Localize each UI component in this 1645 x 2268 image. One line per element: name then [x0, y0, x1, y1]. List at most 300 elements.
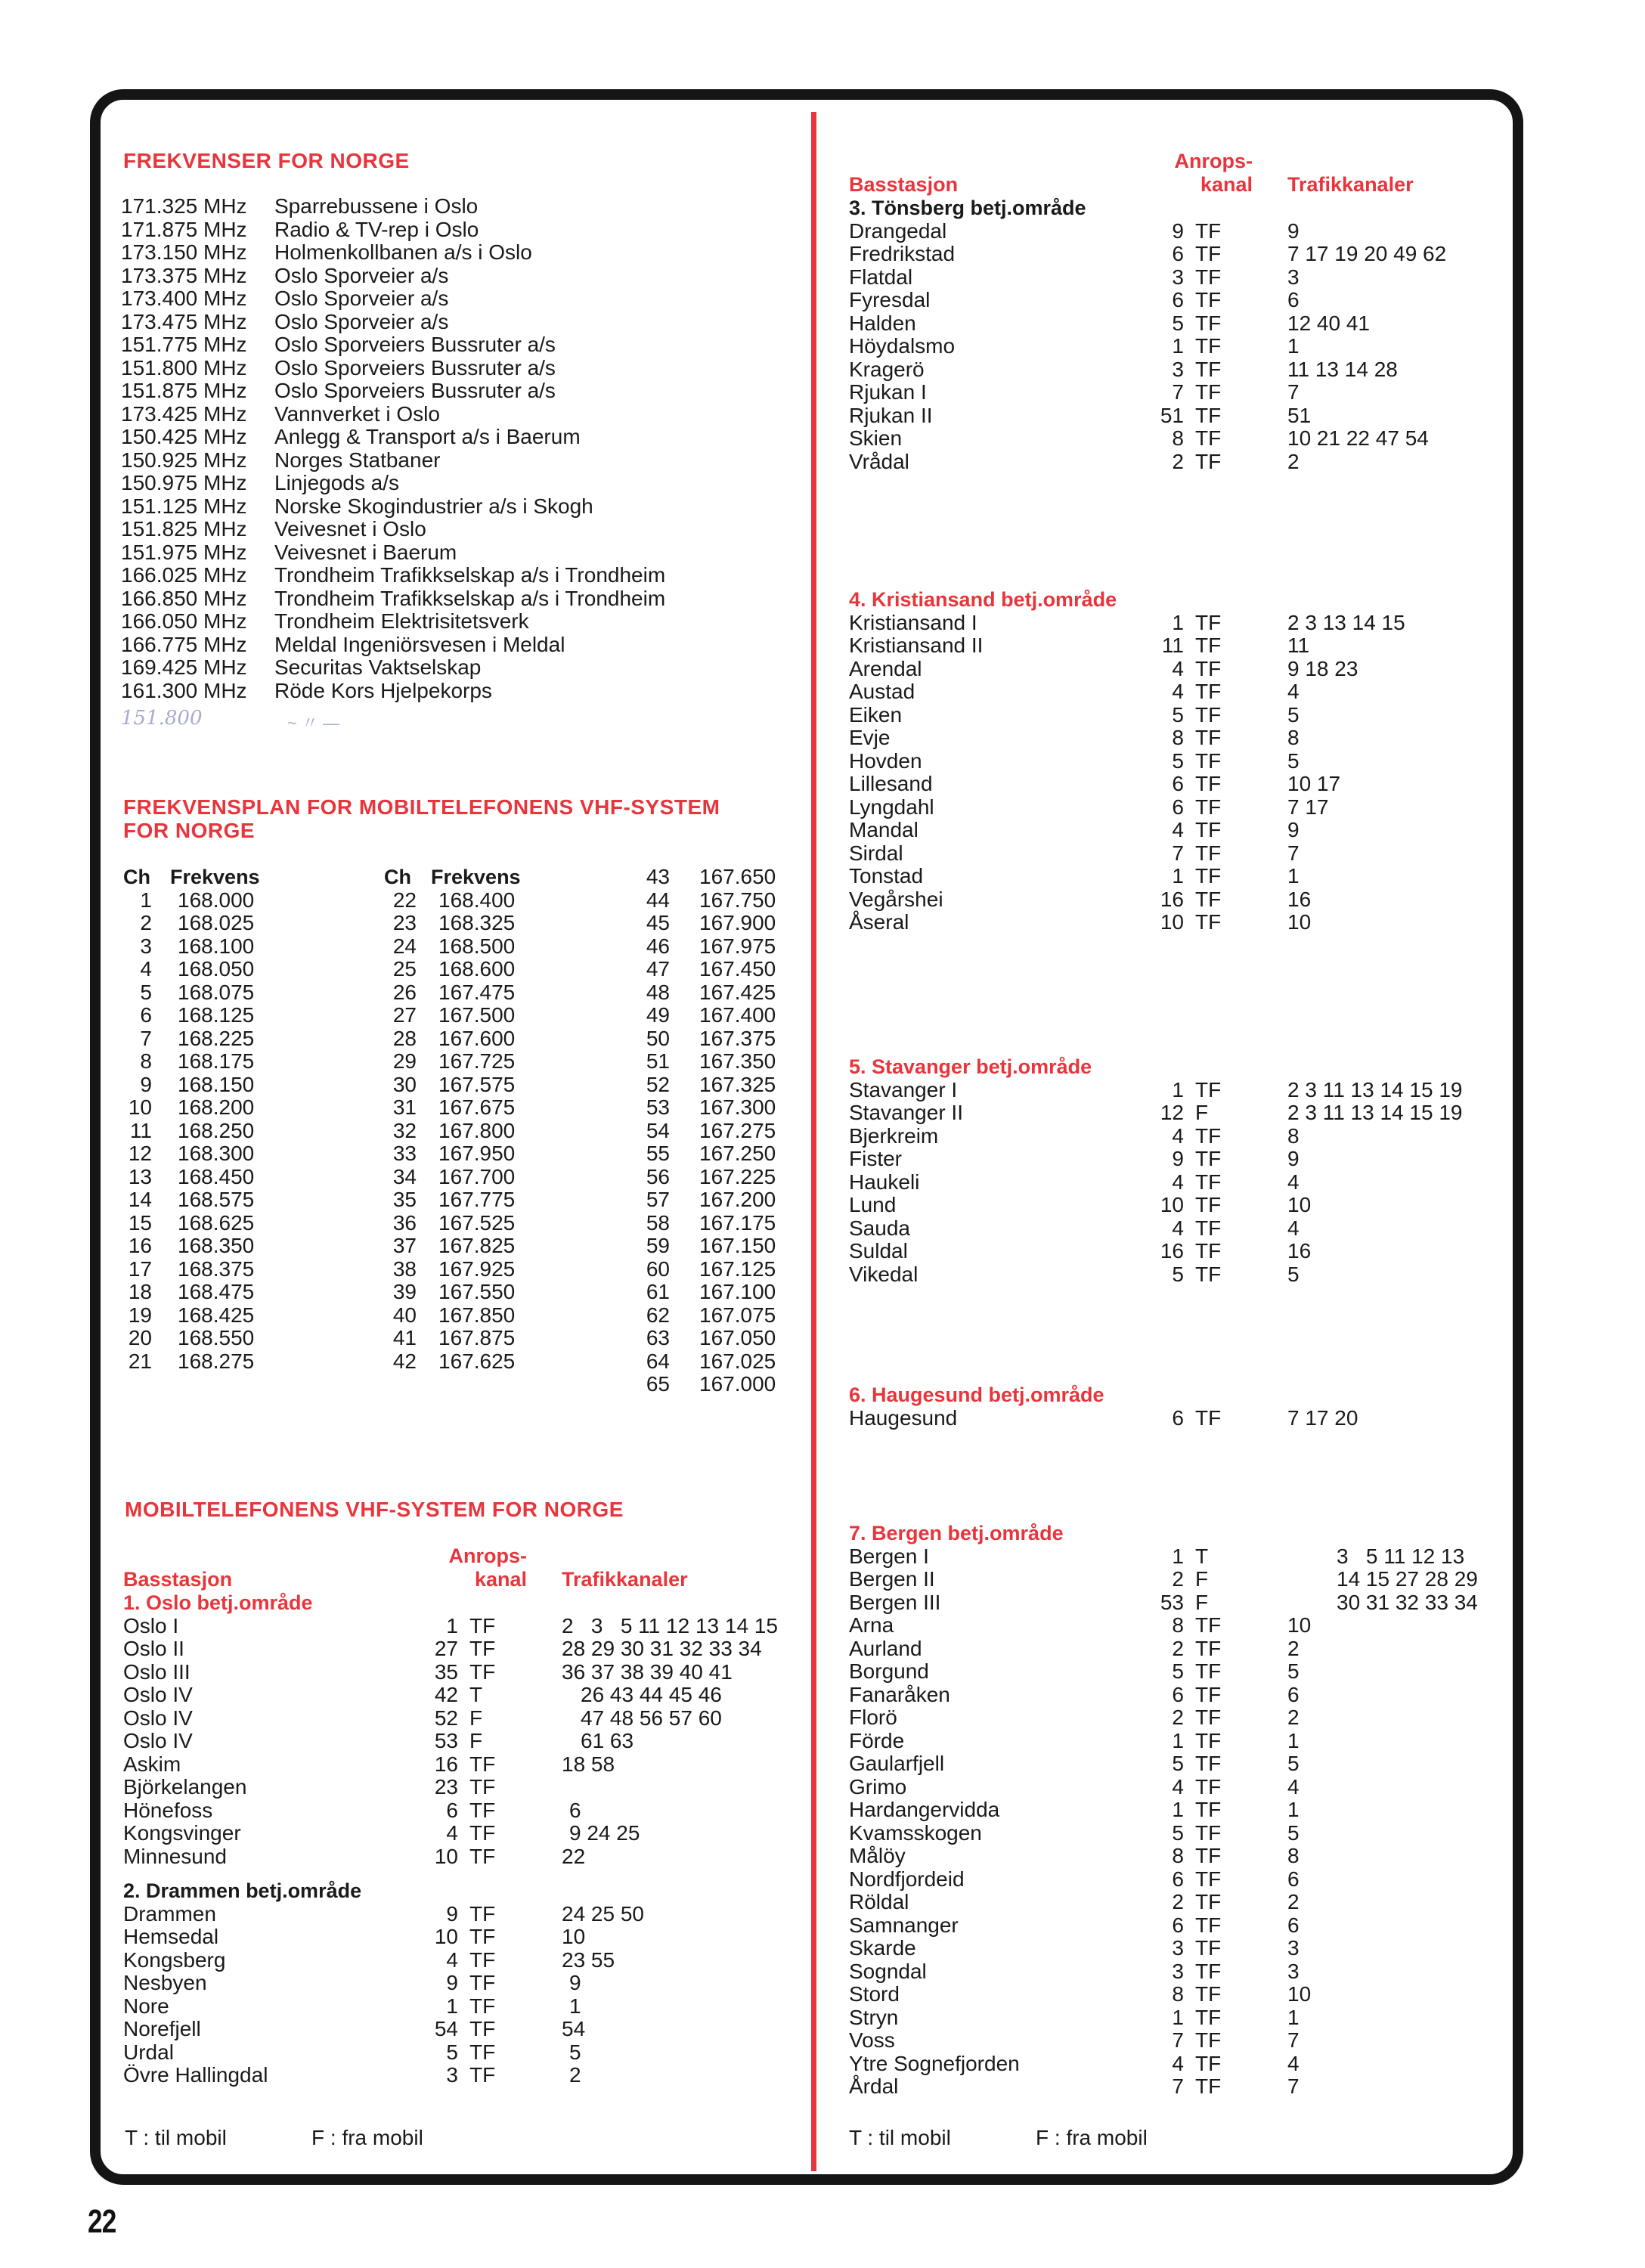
- traffic-channels: 2: [1287, 1706, 1300, 1729]
- call-direction: TF: [1195, 1170, 1222, 1194]
- channel-number: 13: [128, 1164, 152, 1188]
- legend-t-left: T : til mobil: [125, 2126, 227, 2149]
- call-direction: F: [469, 1706, 483, 1730]
- call-direction: TF: [1195, 380, 1222, 404]
- page-number: 22: [88, 2203, 116, 2240]
- channel-number: 23: [392, 911, 417, 934]
- channel-frequency: 168.000: [178, 888, 255, 912]
- station-name: Gaularfjell: [849, 1752, 945, 1775]
- station-name: Oslo IV: [123, 1683, 193, 1706]
- call-channel: 6: [1172, 772, 1184, 795]
- channel-frequency: 167.250: [699, 1142, 776, 1165]
- traffic-channels: 51: [1287, 403, 1312, 427]
- call-channel: 10: [434, 1844, 458, 1868]
- channel-number: 55: [646, 1142, 670, 1165]
- station-name: Tonstad: [849, 864, 924, 888]
- call-direction: TF: [1195, 910, 1222, 934]
- column-header-frekvens: Frekvens: [170, 866, 260, 888]
- traffic-channels: 2 3 5 11 12 13 14 15: [562, 1613, 778, 1637]
- legend-f-right: F : fra mobil: [1036, 2126, 1148, 2149]
- frequency-value: 173.400 MHz: [121, 287, 247, 310]
- channel-number: 64: [646, 1349, 670, 1373]
- service-area-title: 4. Kristiansand betj.område: [849, 588, 1117, 611]
- traffic-channels: 8: [1287, 1844, 1300, 1867]
- frequency-value: 150.975 MHz: [121, 471, 247, 494]
- call-channel: 3: [1172, 1936, 1184, 1960]
- channel-frequency: 168.625: [178, 1210, 255, 1235]
- channel-frequency: 167.000: [699, 1372, 776, 1396]
- traffic-channels: 12 40 41: [1287, 311, 1370, 335]
- channel-number: 51: [646, 1049, 670, 1073]
- station-name: Övre Hallingdal: [123, 2063, 268, 2087]
- channel-number: 7: [140, 1026, 152, 1050]
- channel-frequency: 168.100: [178, 934, 255, 958]
- call-direction: TF: [1195, 1774, 1222, 1799]
- station-name: Röldal: [849, 1890, 909, 1913]
- channel-number: 20: [128, 1326, 152, 1349]
- channel-number: 28: [392, 1026, 417, 1050]
- call-channel: 8: [1172, 426, 1184, 450]
- call-direction: TF: [1195, 449, 1222, 473]
- channel-frequency: 167.050: [699, 1326, 776, 1349]
- channel-number: 44: [646, 888, 670, 912]
- header-anrops: Anrops-: [1174, 150, 1253, 172]
- station-name: Samnanger: [849, 1913, 959, 1937]
- station-name: Oslo IV: [123, 1706, 193, 1730]
- frequency-value: 171.875 MHz: [121, 217, 247, 241]
- traffic-channels: 7 17 19 20 49 62: [1287, 242, 1447, 265]
- frequency-user: Veivesnet i Oslo: [274, 517, 426, 541]
- call-channel: 6: [1172, 1405, 1184, 1430]
- call-channel: 6: [1172, 242, 1184, 265]
- station-name: Bergen III: [849, 1590, 941, 1614]
- channel-frequency: 167.875: [438, 1326, 516, 1349]
- frequency-user: Oslo Sporveiers Bussruter a/s: [274, 333, 556, 356]
- channel-number: 65: [646, 1372, 670, 1396]
- station-name: Aurland: [849, 1636, 922, 1660]
- frequency-user: Holmenkollbanen a/s i Oslo: [274, 240, 532, 264]
- call-channel: 1: [1172, 610, 1184, 634]
- frequency-user: Meldal Ingeniörsvesen i Meldal: [274, 632, 565, 656]
- frequency-value: 166.025 MHz: [121, 563, 247, 587]
- service-area-title: 7. Bergen betj.område: [849, 1522, 1064, 1545]
- call-direction: TF: [1195, 1936, 1222, 1960]
- call-channel: 4: [1172, 656, 1184, 680]
- channel-number: 58: [646, 1210, 670, 1235]
- call-direction: TF: [1195, 1959, 1222, 1983]
- call-direction: TF: [1195, 2051, 1222, 2075]
- channel-frequency: 167.275: [699, 1118, 776, 1142]
- channel-frequency: 167.400: [699, 1003, 776, 1027]
- channel-number: 46: [646, 934, 670, 958]
- traffic-channels: 1: [1287, 1798, 1300, 1821]
- station-name: Austad: [849, 680, 915, 703]
- traffic-channels: 4: [1287, 680, 1300, 703]
- call-channel: 7: [1172, 2028, 1184, 2052]
- section-title-mobiltelefonens: MOBILTELEFONENS VHF-SYSTEM FOR NORGE: [125, 1498, 624, 1521]
- frequency-value: 171.325 MHz: [121, 194, 247, 218]
- traffic-channels: 7: [1287, 841, 1300, 865]
- call-channel: 4: [1172, 1123, 1184, 1148]
- service-area-title: 3. Tönsberg betj.område: [849, 197, 1086, 219]
- channel-number: 26: [392, 980, 417, 1004]
- header-trafikkanaler: Trafikkanaler: [562, 1567, 688, 1591]
- frequency-user: Oslo Sporveiers Bussruter a/s: [274, 355, 556, 380]
- channel-frequency: 167.325: [699, 1072, 776, 1096]
- frequency-user: Vannverket i Oslo: [274, 401, 440, 426]
- station-name: Stord: [849, 1982, 900, 2006]
- call-channel: 1: [446, 1994, 458, 2018]
- frequency-value: 151.975 MHz: [121, 540, 247, 564]
- call-channel: 4: [1172, 1170, 1184, 1194]
- station-name: Stavanger II: [849, 1101, 963, 1124]
- station-name: Hemsedal: [123, 1925, 219, 1948]
- call-direction: TF: [1195, 1613, 1222, 1637]
- call-channel: 5: [446, 2040, 458, 2064]
- station-name: Bergen I: [849, 1544, 929, 1568]
- station-name: Kristiansand I: [849, 610, 977, 634]
- station-name: Sogndal: [849, 1959, 927, 1983]
- call-channel: 16: [434, 1752, 458, 1776]
- call-channel: 10: [1160, 910, 1184, 934]
- channel-frequency: 167.700: [438, 1164, 516, 1188]
- call-channel: 27: [434, 1637, 458, 1660]
- call-channel: 23: [434, 1775, 458, 1799]
- station-name: Oslo II: [123, 1637, 184, 1660]
- call-channel: 4: [1172, 818, 1184, 841]
- traffic-channels: 2: [1287, 1890, 1300, 1913]
- channel-frequency: 168.400: [438, 888, 516, 912]
- station-name: Ytre Sognefjorden: [849, 2051, 1020, 2075]
- call-channel: 51: [1160, 403, 1184, 427]
- call-channel: 4: [1172, 1774, 1184, 1799]
- frequency-user: Sparrebussene i Oslo: [274, 194, 479, 218]
- station-name: Åseral: [849, 910, 909, 934]
- channel-frequency: 167.900: [699, 911, 776, 934]
- traffic-channels: 2: [1287, 1636, 1300, 1660]
- column-header-ch: Ch: [123, 866, 150, 888]
- call-direction: TF: [1195, 1752, 1222, 1775]
- channel-frequency: 168.225: [178, 1026, 255, 1050]
- frequency-user: Trondheim Trafikkselskap a/s i Trondheim: [274, 563, 666, 587]
- channel-number: 37: [392, 1234, 417, 1257]
- channel-frequency: 167.125: [699, 1256, 776, 1281]
- channel-frequency: 167.625: [438, 1349, 516, 1373]
- call-direction: TF: [469, 1659, 496, 1684]
- call-channel: 53: [434, 1729, 458, 1752]
- call-direction: TF: [1195, 1147, 1222, 1170]
- call-channel: 8: [1172, 1613, 1184, 1637]
- channel-frequency: 168.325: [438, 911, 516, 934]
- traffic-channels: 11: [1287, 634, 1310, 657]
- call-channel: 16: [1160, 1239, 1184, 1263]
- channel-frequency: 167.175: [699, 1210, 776, 1235]
- channel-frequency: 167.925: [438, 1256, 516, 1281]
- station-name: Voss: [849, 2028, 895, 2052]
- call-channel: 3: [1172, 357, 1184, 381]
- frequency-user: Norges Statbaner: [274, 448, 441, 472]
- channel-number: 6: [140, 1003, 152, 1027]
- frequency-user: Linjegods a/s: [274, 471, 400, 494]
- station-name: Oslo III: [123, 1659, 191, 1684]
- call-direction: TF: [1195, 1844, 1222, 1867]
- call-channel: 9: [1172, 218, 1184, 243]
- frequency-value: 166.775 MHz: [121, 632, 247, 656]
- station-name: Norefjell: [123, 2017, 201, 2040]
- channel-frequency: 167.500: [438, 1003, 516, 1027]
- channel-frequency: 167.575: [438, 1072, 516, 1096]
- channel-frequency: 168.500: [438, 934, 516, 958]
- channel-frequency: 167.550: [438, 1280, 516, 1303]
- call-channel: 2: [1172, 1567, 1184, 1591]
- frequency-value: 166.050 MHz: [121, 609, 247, 633]
- section-title-frekvenser: FREKVENSER FOR NORGE: [123, 149, 410, 172]
- call-direction: TF: [1195, 265, 1222, 289]
- call-channel: 1: [1172, 864, 1184, 888]
- call-direction: TF: [1195, 357, 1222, 381]
- channel-frequency: 167.350: [699, 1049, 776, 1073]
- traffic-channels: 2 3 13 14 15: [1287, 610, 1405, 634]
- channel-frequency: 167.200: [699, 1188, 776, 1211]
- channel-number: 12: [128, 1142, 152, 1165]
- call-direction: TF: [1195, 1262, 1222, 1286]
- channel-frequency: 167.600: [438, 1026, 516, 1050]
- station-name: Rjukan II: [849, 403, 933, 427]
- call-direction: TF: [1195, 1239, 1222, 1263]
- traffic-channels: 5: [1287, 1820, 1300, 1845]
- frequency-user: Oslo Sporveier a/s: [274, 263, 449, 287]
- traffic-channels: 5: [569, 2040, 581, 2064]
- call-direction: TF: [1195, 426, 1222, 450]
- station-name: Vrådal: [849, 449, 909, 473]
- call-direction: TF: [469, 1947, 496, 1972]
- channel-frequency: 167.850: [438, 1303, 516, 1327]
- call-direction: TF: [1195, 311, 1222, 335]
- channel-frequency: 167.075: [699, 1303, 776, 1327]
- channel-frequency: 167.225: [699, 1164, 776, 1188]
- channel-frequency: 167.800: [438, 1118, 516, 1142]
- channel-frequency: 167.375: [699, 1026, 776, 1050]
- call-channel: 5: [1172, 1752, 1184, 1775]
- call-channel: 42: [434, 1683, 458, 1706]
- call-direction: TF: [469, 2063, 496, 2087]
- channel-frequency: 167.300: [699, 1095, 776, 1119]
- station-name: Fyresdal: [849, 288, 931, 311]
- traffic-channels: 61 63: [581, 1729, 634, 1752]
- traffic-channels: 22: [562, 1844, 586, 1868]
- call-direction: TF: [1195, 1216, 1222, 1240]
- traffic-channels: 9: [1287, 818, 1300, 841]
- call-channel: 6: [1172, 795, 1184, 819]
- traffic-channels: 4: [1287, 1170, 1300, 1194]
- channel-frequency: 168.550: [178, 1326, 255, 1349]
- channel-number: 9: [140, 1072, 152, 1096]
- station-name: Kongsvinger: [123, 1821, 241, 1845]
- section-title-frekvensplan-line1: FREKVENSPLAN FOR MOBILTELEFONENS VHF-SYSTEM: [123, 795, 720, 819]
- channel-frequency: 167.100: [699, 1280, 776, 1303]
- traffic-channels: 6: [569, 1798, 581, 1822]
- traffic-channels: 5: [1287, 1262, 1300, 1286]
- call-direction: F: [1195, 1590, 1209, 1614]
- channel-frequency: 167.675: [438, 1095, 516, 1119]
- traffic-channels: 47 48 56 57 60: [581, 1706, 722, 1730]
- channel-number: 45: [646, 911, 670, 934]
- traffic-channels: 7: [1287, 2028, 1300, 2052]
- channel-frequency: 168.425: [178, 1303, 255, 1327]
- station-name: Bjerkreim: [849, 1123, 939, 1148]
- call-direction: TF: [1195, 795, 1222, 819]
- call-channel: 2: [1172, 1890, 1184, 1913]
- traffic-channels: 28 29 30 31 32 33 34: [562, 1637, 762, 1660]
- call-direction: TF: [1195, 1193, 1222, 1216]
- channel-number: 31: [392, 1095, 417, 1119]
- channel-number: 17: [128, 1256, 152, 1281]
- frequency-value: 150.925 MHz: [121, 448, 247, 472]
- station-name: Minnesund: [123, 1844, 227, 1868]
- call-direction: TF: [1195, 680, 1222, 703]
- call-direction: TF: [469, 2040, 496, 2064]
- frequency-value: 173.475 MHz: [121, 309, 247, 333]
- station-name: Oslo I: [123, 1613, 179, 1637]
- call-direction: TF: [1195, 1706, 1222, 1729]
- service-area-title: 5. Stavanger betj.område: [849, 1055, 1092, 1078]
- traffic-channels: 6: [1287, 1682, 1300, 1706]
- call-direction: TF: [469, 1613, 496, 1637]
- traffic-channels: 2 3 11 13 14 15 19: [1287, 1101, 1463, 1124]
- channel-number: 54: [646, 1118, 670, 1142]
- header-trafikkanaler: Trafikkanaler: [1287, 172, 1414, 196]
- frequency-value: 173.375 MHz: [121, 263, 247, 287]
- call-channel: 6: [446, 1798, 458, 1822]
- channel-frequency: 167.025: [699, 1349, 776, 1373]
- channel-number: 62: [646, 1303, 670, 1327]
- channel-number: 29: [392, 1049, 417, 1073]
- station-name: Eiken: [849, 702, 903, 727]
- call-direction: TF: [1195, 1982, 1222, 2006]
- channel-number: 15: [128, 1210, 152, 1235]
- call-channel: 10: [1160, 1193, 1184, 1216]
- frequency-value: 150.425 MHz: [121, 425, 247, 448]
- channel-frequency: 168.200: [178, 1095, 255, 1119]
- frequency-value: 169.425 MHz: [121, 655, 247, 679]
- column-header-frekvens: Frekvens: [431, 866, 521, 888]
- station-name: Borgund: [849, 1659, 929, 1683]
- call-direction: TF: [1195, 1077, 1222, 1101]
- traffic-channels: 16: [1287, 887, 1312, 911]
- station-name: Arna: [849, 1613, 894, 1637]
- traffic-channels: 4: [1287, 1216, 1300, 1240]
- traffic-channels: 9: [569, 1971, 581, 1994]
- channel-number: 24: [392, 934, 417, 958]
- frequency-user: Oslo Sporveier a/s: [274, 309, 449, 333]
- traffic-channels: 1: [1287, 334, 1300, 358]
- call-channel: 5: [1172, 1659, 1184, 1683]
- call-channel: 4: [446, 1947, 458, 1972]
- call-direction: TF: [469, 2017, 496, 2040]
- channel-number: 35: [392, 1188, 417, 1211]
- call-channel: 6: [1172, 1867, 1184, 1891]
- channel-number: 27: [392, 1003, 417, 1027]
- call-channel: 5: [1172, 1820, 1184, 1845]
- call-direction: TF: [1195, 748, 1222, 773]
- call-channel: 9: [446, 1971, 458, 1994]
- frequency-value: 151.800 MHz: [121, 355, 247, 380]
- station-name: Stavanger I: [849, 1077, 958, 1101]
- channel-frequency: 168.600: [438, 957, 516, 981]
- channel-number: 5: [140, 980, 152, 1004]
- station-name: Fanaråken: [849, 1682, 950, 1706]
- call-direction: TF: [1195, 1867, 1222, 1891]
- call-direction: TF: [1195, 864, 1222, 888]
- call-channel: 4: [1172, 1216, 1184, 1240]
- traffic-channels: 1: [569, 1994, 581, 2018]
- column-divider: [811, 112, 816, 2171]
- channel-number: 53: [646, 1095, 670, 1119]
- channel-number: 10: [128, 1095, 152, 1119]
- channel-number: 21: [128, 1349, 152, 1373]
- station-name: Kvamsskogen: [849, 1820, 982, 1845]
- channel-number: 16: [128, 1234, 152, 1257]
- channel-number: 33: [392, 1142, 417, 1165]
- call-direction: TF: [1195, 610, 1222, 634]
- frequency-user: Securitas Vaktselskap: [274, 655, 482, 679]
- traffic-channels: 6: [1287, 1867, 1300, 1891]
- channel-number: 60: [646, 1256, 670, 1281]
- traffic-channels: 23 55: [562, 1947, 615, 1972]
- call-direction: TF: [469, 1798, 496, 1822]
- station-name: Oslo IV: [123, 1729, 193, 1752]
- call-direction: TF: [1195, 702, 1222, 727]
- channel-number: 18: [128, 1280, 152, 1303]
- frequency-user: Oslo Sporveiers Bussruter a/s: [274, 379, 556, 402]
- call-channel: 5: [1172, 702, 1184, 727]
- channel-number: 30: [392, 1072, 417, 1096]
- channel-number: 14: [128, 1188, 152, 1211]
- call-channel: 4: [1172, 2051, 1184, 2075]
- call-direction: F: [469, 1729, 483, 1752]
- station-name: Fredrikstad: [849, 242, 956, 265]
- frequency-user: Trondheim Elektrisitetsverk: [274, 609, 529, 633]
- call-channel: 5: [1172, 1262, 1184, 1286]
- call-direction: T: [469, 1683, 483, 1706]
- channel-number: 1: [140, 888, 152, 912]
- frequency-user: Radio & TV-rep i Oslo: [274, 217, 479, 241]
- station-name: Hovden: [849, 748, 922, 773]
- call-channel: 8: [1172, 726, 1184, 749]
- channel-frequency: 168.125: [178, 1003, 255, 1027]
- channel-number: 40: [392, 1303, 417, 1327]
- channel-number: 34: [392, 1164, 417, 1188]
- station-name: Björkelangen: [123, 1775, 247, 1799]
- traffic-channels: 3: [1287, 1959, 1300, 1983]
- call-channel: 4: [1172, 680, 1184, 703]
- header-kanal: kanal: [474, 1567, 527, 1591]
- traffic-channels: 4: [1287, 1774, 1300, 1799]
- column-header-ch: Ch: [384, 866, 411, 888]
- call-channel: 8: [1172, 1982, 1184, 2006]
- traffic-channels: 10: [1287, 1982, 1312, 2006]
- channel-number: 19: [128, 1303, 152, 1327]
- frequency-value: 161.300 MHz: [121, 678, 247, 702]
- station-name: Grimo: [849, 1774, 907, 1799]
- traffic-channels: 10 17: [1287, 772, 1341, 795]
- call-channel: 6: [1172, 1913, 1184, 1937]
- call-direction: TF: [469, 1901, 496, 1926]
- station-name: Kristiansand II: [849, 634, 984, 657]
- station-name: Fister: [849, 1147, 902, 1170]
- handwritten-mark: ~ 〃 —: [287, 714, 340, 733]
- station-name: Haukeli: [849, 1170, 920, 1194]
